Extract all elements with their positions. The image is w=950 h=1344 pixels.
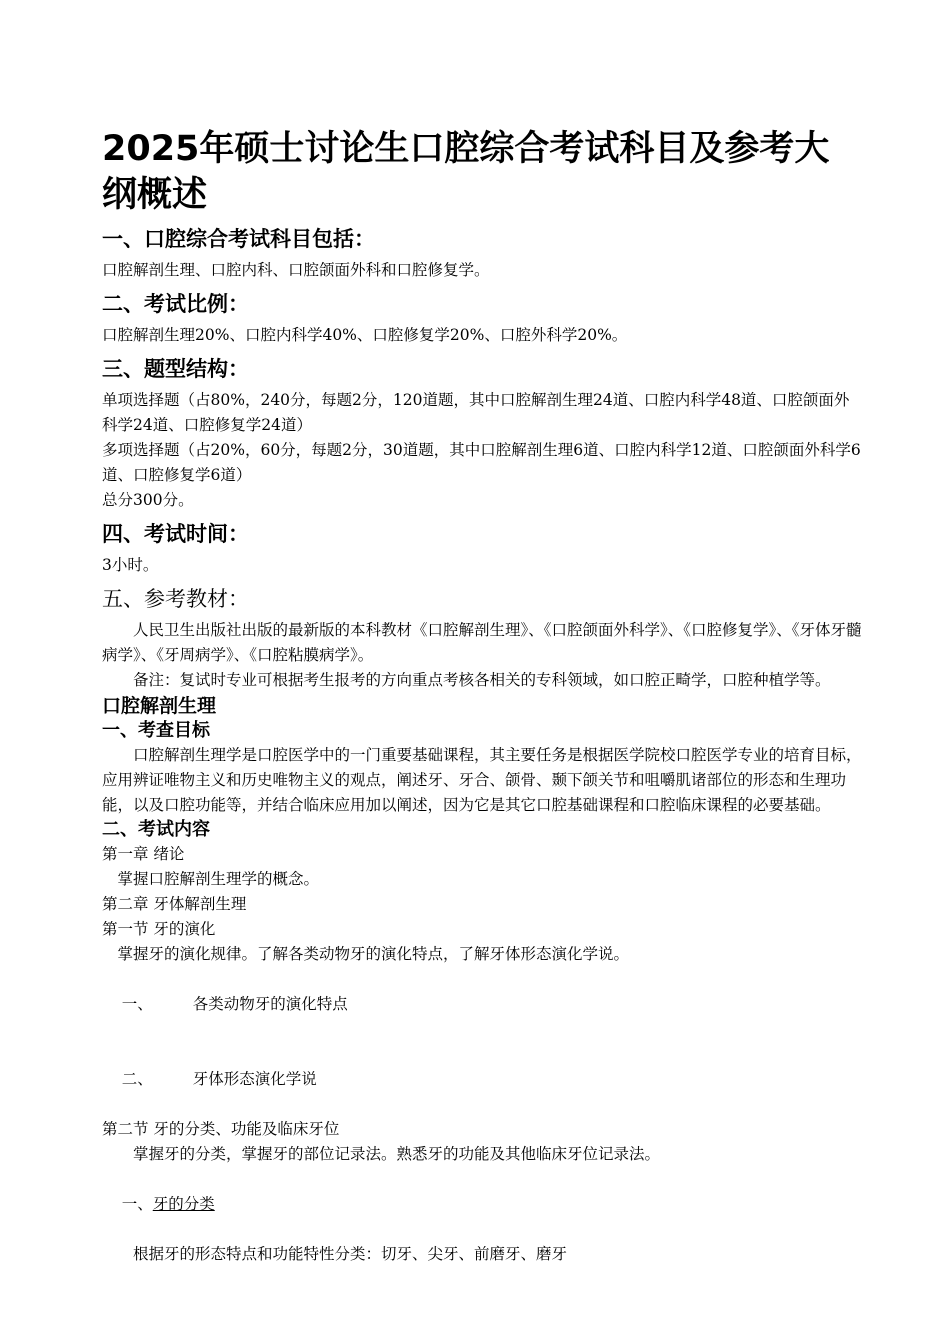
section-body-time: 3小时。 (102, 556, 159, 574)
goal-body: 口腔解剖生理学是口腔医学中的一门重要基础课程，其主要任务是根据医学院校口腔医学专业的培育目标，应用辨证唯物主义和历史唯物主义的观点，阐述牙、牙合、颌骨、颞下颌关节和咀嚼肌诸部位的形态和生理功能，以及口腔功能等，并结合临床应用加以阐述，因为它是其它口腔基础课程和口腔临床课程的必要基础。 (102, 746, 862, 814)
classification-body: 根据牙的形态特点和功能特性分类：切牙、尖牙、前磨牙、磨牙 (133, 1245, 568, 1263)
section-1-heading: 第一节 牙的演化 (102, 920, 216, 938)
document-title: 2025年硕士讨论生口腔综合考试科目及参考大纲概述 (102, 129, 830, 215)
structure-total: 总分300分。 (102, 491, 194, 509)
section-2-body: 掌握牙的分类，掌握牙的部位记录法。熟悉牙的功能及其他临床牙位记录法。 (133, 1145, 661, 1163)
textbooks-note: 备注：复试时专业可根据考生报考的方向重点考核各相关的专科领域，如口腔正畸学，口腔种植学等。 (133, 671, 831, 689)
document-page (102, 126, 862, 1267)
structure-multiple-choice: 多项选择题（占20%，60分，每题2分，30道题，其中口腔解剖生理6道、口腔内科学12道、口腔颌面外科学6道、口腔修复学6道） (102, 441, 861, 484)
section-heading-structure: 三、题型结构： (102, 357, 249, 381)
list-item-text: 牙体形态演化学说 (192, 1070, 317, 1088)
chapter-2-heading: 第二章 牙体解剖生理 (102, 895, 247, 913)
list-item-number: 二、 (121, 1070, 153, 1088)
section-body-subjects: 口腔解剖生理、口腔内科、口腔颌面外科和口腔修复学。 (102, 261, 490, 279)
section-heading-subjects: 一、口腔综合考试科目包括： (102, 227, 375, 251)
list-item-number: 一、 (121, 1195, 153, 1213)
list-item (102, 1042, 862, 1117)
chapter-1-heading: 第一章 绪论 (102, 845, 185, 863)
goal-heading: 一、考查目标 (102, 720, 210, 741)
list-item-number: 一、 (121, 995, 153, 1013)
section-heading-ratio: 二、考试比例： (102, 292, 249, 316)
chapter-1-body: 掌握口腔解剖生理学的概念。 (117, 870, 320, 888)
section-heading-textbooks: 五、参考教材： (102, 587, 249, 611)
list-item (102, 967, 862, 1042)
section-heading-time: 四、考试时间： (102, 522, 249, 546)
subject-title: 口腔解剖生理 (102, 695, 217, 717)
section-1-body: 掌握牙的演化规律。了解各类动物牙的演化特点，了解牙体形态演化学说。 (117, 945, 630, 963)
structure-single-choice: 单项选择题（占80%，240分，每题2分，120道题，其中口腔解剖生理24道、口腔内科学48道、口腔颌面外科学24道、口腔修复学24道） (102, 391, 850, 434)
textbooks-list: 人民卫生出版社出版的最新版的本科教材《口腔解剖生理》、《口腔颌面外科学》、《口腔修复学》、《牙体牙髓病学》、《牙周病学》、《口腔粘膜病学》。 (102, 621, 862, 664)
section-2-heading: 第二节 牙的分类、功能及临床牙位 (102, 1120, 340, 1138)
list-item-text: 各类动物牙的演化特点 (192, 995, 348, 1013)
list-item (102, 1167, 862, 1242)
list-item-text-underlined: 牙的分类 (152, 1195, 215, 1213)
section-body-ratio: 口腔解剖生理20%、口腔内科学40%、口腔修复学20%、口腔外科学20%。 (102, 326, 628, 344)
content-heading: 二、考试内容 (102, 819, 210, 840)
